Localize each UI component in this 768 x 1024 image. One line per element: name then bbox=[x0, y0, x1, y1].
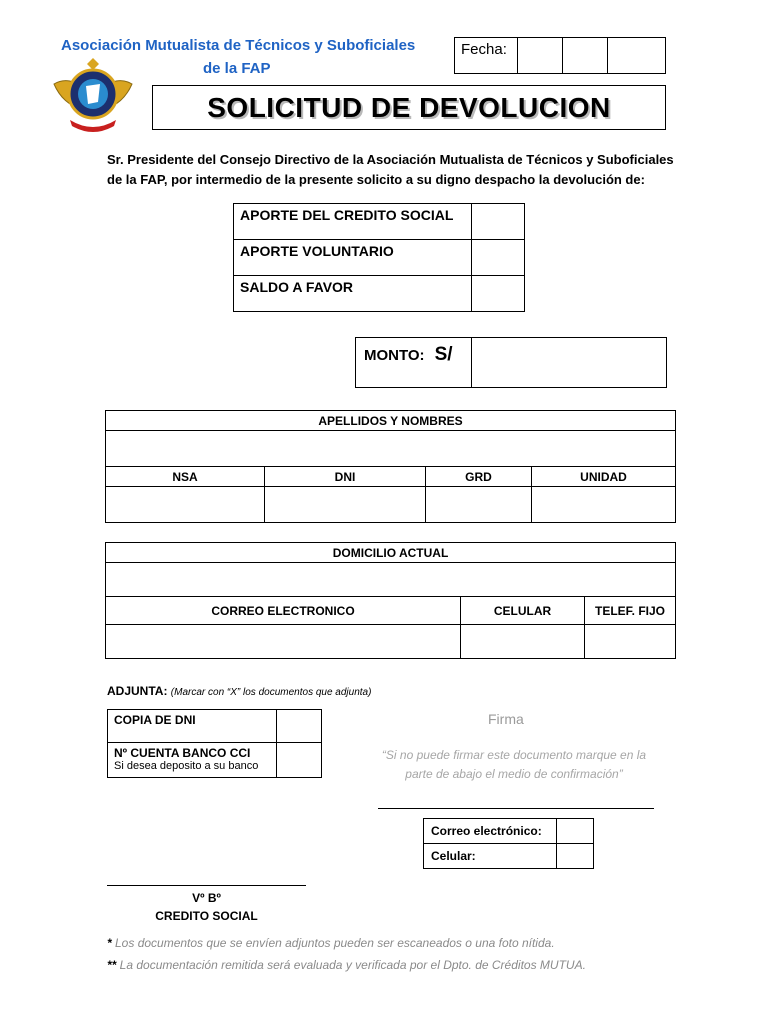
email-field[interactable] bbox=[106, 625, 461, 659]
currency-symbol: S/ bbox=[434, 344, 453, 365]
attachments-table bbox=[107, 709, 322, 778]
approval-block bbox=[107, 889, 306, 925]
option-checkbox-saldo-favor[interactable] bbox=[472, 276, 525, 312]
email-header: CORREO ELECTRONICO bbox=[106, 597, 461, 625]
attachment-label-cci bbox=[108, 743, 277, 778]
table-row bbox=[424, 819, 594, 844]
date-year-field[interactable] bbox=[607, 38, 665, 73]
table-row bbox=[106, 563, 676, 597]
approval-line2: CREDITO SOCIAL bbox=[155, 909, 258, 923]
attachments-note: (Marcar con “X” los documentos que adjunta) bbox=[170, 687, 372, 698]
date-label: Fecha: bbox=[461, 41, 507, 58]
option-label-aporte-voluntario: APORTE VOLUNTARIO bbox=[234, 240, 472, 276]
table-row bbox=[106, 543, 676, 563]
telefono-header: TELEF. FIJO bbox=[585, 597, 676, 625]
grd-field[interactable] bbox=[426, 487, 532, 523]
option-label-credito-social: APORTE DEL CREDITO SOCIAL bbox=[234, 204, 472, 240]
table-row bbox=[234, 204, 525, 240]
amount-box bbox=[355, 337, 667, 388]
footnote-1-text: Los documentos que se envíen adjuntos pueden ser escaneados o una foto nítida. bbox=[111, 936, 555, 950]
date-month-field[interactable] bbox=[562, 38, 607, 73]
table-row bbox=[106, 431, 676, 467]
footnote-2 bbox=[107, 958, 586, 972]
attachment-cci-text: Nº CUENTA BANCO CCI bbox=[114, 746, 251, 760]
confirm-email-label: Correo electrónico: bbox=[424, 819, 557, 844]
org-name-line2: de la FAP bbox=[203, 60, 271, 77]
map-icon bbox=[86, 84, 100, 104]
attachment-cci-subtext: Si desea deposito a su banco bbox=[114, 760, 259, 772]
attachments-label-row bbox=[107, 684, 371, 698]
table-row bbox=[108, 743, 322, 778]
attachment-label-dni bbox=[108, 710, 277, 743]
table-row bbox=[424, 844, 594, 869]
confirm-email-checkbox[interactable] bbox=[557, 819, 594, 844]
date-day-field[interactable] bbox=[517, 38, 562, 73]
celular-header: CELULAR bbox=[461, 597, 585, 625]
confirmation-table bbox=[423, 818, 594, 869]
nsa-header: NSA bbox=[106, 467, 265, 487]
address-header: DOMICILIO ACTUAL bbox=[106, 543, 676, 563]
approval-line1: Vº Bº bbox=[192, 891, 221, 905]
attachment-checkbox-cci[interactable] bbox=[277, 743, 322, 778]
table-row bbox=[106, 597, 676, 625]
table-row bbox=[106, 487, 676, 523]
table-row bbox=[106, 467, 676, 487]
signature-line[interactable] bbox=[378, 808, 654, 809]
crest-icon bbox=[87, 58, 99, 70]
nsa-field[interactable] bbox=[106, 487, 265, 523]
signature-label: Firma bbox=[488, 711, 524, 727]
names-field[interactable] bbox=[106, 431, 676, 467]
intro-paragraph bbox=[107, 150, 677, 190]
table-row bbox=[106, 411, 676, 431]
dni-header: DNI bbox=[265, 467, 426, 487]
telefono-field[interactable] bbox=[585, 625, 676, 659]
amount-label-cell bbox=[356, 338, 472, 387]
option-checkbox-aporte-voluntario[interactable] bbox=[472, 240, 525, 276]
table-row bbox=[108, 710, 322, 743]
confirm-celular-checkbox[interactable] bbox=[557, 844, 594, 869]
celular-field[interactable] bbox=[461, 625, 585, 659]
attachments-label: ADJUNTA: bbox=[107, 684, 168, 698]
confirm-celular-label: Celular: bbox=[424, 844, 557, 869]
ribbon-icon bbox=[70, 120, 116, 132]
amount-input[interactable] bbox=[472, 338, 666, 387]
grd-header: GRD bbox=[426, 467, 532, 487]
refund-type-table bbox=[233, 203, 525, 312]
amount-label: MONTO: bbox=[364, 347, 425, 364]
table-row bbox=[106, 625, 676, 659]
option-checkbox-credito-social[interactable] bbox=[472, 204, 525, 240]
footnote-1-mark: * bbox=[107, 936, 112, 950]
attachment-dni-text: COPIA DE DNI bbox=[114, 713, 196, 727]
table-row bbox=[234, 240, 525, 276]
intro-line2: de la FAP, por intermedio de la presente solicito a su digno despacho la devolución de: bbox=[107, 172, 645, 187]
unidad-field[interactable] bbox=[532, 487, 676, 523]
footnote-2-text: La documentación remitida será evaluada y verificada por el Dpto. de Créditos MUTUA. bbox=[116, 958, 586, 972]
association-logo bbox=[50, 50, 136, 136]
address-field[interactable] bbox=[106, 563, 676, 597]
attachment-checkbox-dni[interactable] bbox=[277, 710, 322, 743]
date-box bbox=[454, 37, 666, 74]
signature-note bbox=[368, 746, 660, 784]
personal-data-table bbox=[105, 410, 676, 523]
dni-field[interactable] bbox=[265, 487, 426, 523]
table-row bbox=[234, 276, 525, 312]
title-box bbox=[152, 85, 666, 130]
unidad-header: UNIDAD bbox=[532, 467, 676, 487]
footnote-2-mark: ** bbox=[107, 958, 117, 972]
footnote-1 bbox=[107, 936, 555, 950]
intro-line1: Sr. Presidente del Consejo Directivo de la Asociación Mutualista de Técnicos y Suboficiales bbox=[107, 152, 674, 167]
page-title: SOLICITUD DE DEVOLUCION bbox=[207, 91, 611, 123]
approval-signature-line bbox=[107, 885, 306, 886]
names-header: APELLIDOS Y NOMBRES bbox=[106, 411, 676, 431]
contact-data-table bbox=[105, 542, 676, 659]
signature-note-line1: “Si no puede firmar este documento marque en la bbox=[381, 748, 647, 762]
org-name-line1: Asociación Mutualista de Técnicos y Suboficiales bbox=[61, 37, 416, 54]
option-label-saldo-favor: SALDO A FAVOR bbox=[234, 276, 472, 312]
signature-note-line2: parte de abajo el medio de confirmación” bbox=[405, 767, 623, 781]
